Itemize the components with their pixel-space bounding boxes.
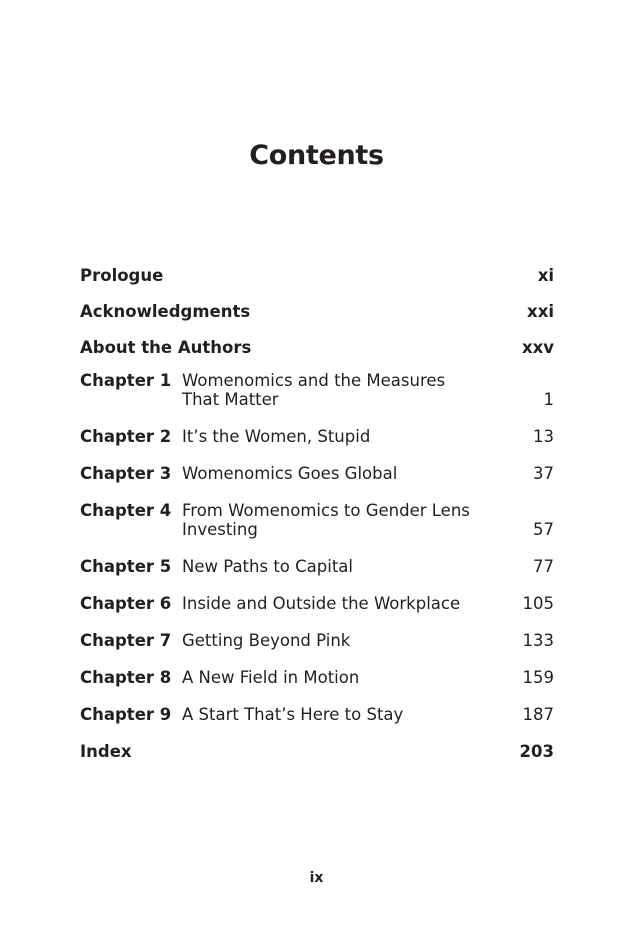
toc-entry-chapter-2[interactable] (80, 427, 554, 446)
toc-entry-chapter-8[interactable] (80, 668, 554, 687)
toc-entry-chapter-4[interactable] (80, 501, 554, 539)
toc-page-number: 159 (522, 668, 554, 687)
chapter-title: A New Field in Motion (182, 668, 360, 687)
chapter-number: Chapter 2 (80, 427, 172, 446)
toc-page-number: 13 (533, 427, 554, 446)
toc-entry-label: About the Authors (80, 338, 252, 357)
toc-entry-chapter-9[interactable] (80, 705, 554, 724)
chapter-number: Chapter 8 (80, 668, 172, 687)
toc-entry-chapter-7[interactable] (80, 631, 554, 650)
toc-page-number: 77 (533, 557, 554, 576)
chapter-title: It’s the Women, Stupid (182, 427, 371, 446)
chapter-title: Womenomics Goes Global (182, 464, 398, 483)
toc-entry-chapter-5[interactable] (80, 557, 554, 576)
page-title: Contents (249, 140, 384, 171)
chapter-title-line: Investing (182, 520, 258, 539)
chapter-title (182, 501, 514, 539)
toc-entry-about-the-authors[interactable] (80, 338, 554, 357)
toc-page-number: 37 (533, 464, 554, 483)
toc-page-number: 105 (522, 594, 554, 613)
toc-page-number: 133 (522, 631, 554, 650)
chapter-number: Chapter 6 (80, 594, 172, 613)
chapter-number: Chapter 7 (80, 631, 172, 650)
toc-page-number: 1 (543, 390, 554, 409)
toc-entry-label: Prologue (80, 266, 164, 285)
chapter-title: A Start That’s Here to Stay (182, 705, 404, 724)
chapter-title-line: From Womenomics to Gender Lens (182, 501, 470, 520)
chapter-title-line: Womenomics and the Measures (182, 371, 446, 390)
toc-entry-chapter-1[interactable] (80, 371, 554, 409)
toc-entry-chapter-6[interactable] (80, 594, 554, 613)
chapter-title: Inside and Outside the Workplace (182, 594, 461, 613)
toc-entry-label: Index (80, 742, 132, 761)
chapter-number: Chapter 9 (80, 705, 172, 724)
toc-entry-acknowledgments[interactable] (80, 302, 554, 321)
chapter-number: Chapter 5 (80, 557, 172, 576)
chapter-number: Chapter 3 (80, 464, 172, 483)
chapter-title-line: That Matter (182, 390, 279, 409)
chapter-title (182, 371, 514, 409)
toc-page-number: 203 (519, 742, 554, 761)
chapter-number: Chapter 1 (80, 371, 172, 390)
table-of-contents (80, 266, 554, 761)
chapter-title: Getting Beyond Pink (182, 631, 351, 650)
chapter-number: Chapter 4 (80, 501, 172, 520)
toc-entry-label: Acknowledgments (80, 302, 251, 321)
toc-entry-prologue[interactable] (80, 266, 554, 285)
toc-page-number: xxi (527, 302, 554, 321)
page-folio: ix (309, 870, 324, 886)
toc-page-number: xxv (521, 338, 554, 357)
chapter-title: New Paths to Capital (182, 557, 353, 576)
toc-page-number: xi (537, 266, 554, 285)
toc-page-number: 187 (522, 705, 554, 724)
toc-entry-index[interactable] (80, 742, 554, 761)
toc-entry-chapter-3[interactable] (80, 464, 554, 483)
toc-page-number: 57 (533, 520, 554, 539)
